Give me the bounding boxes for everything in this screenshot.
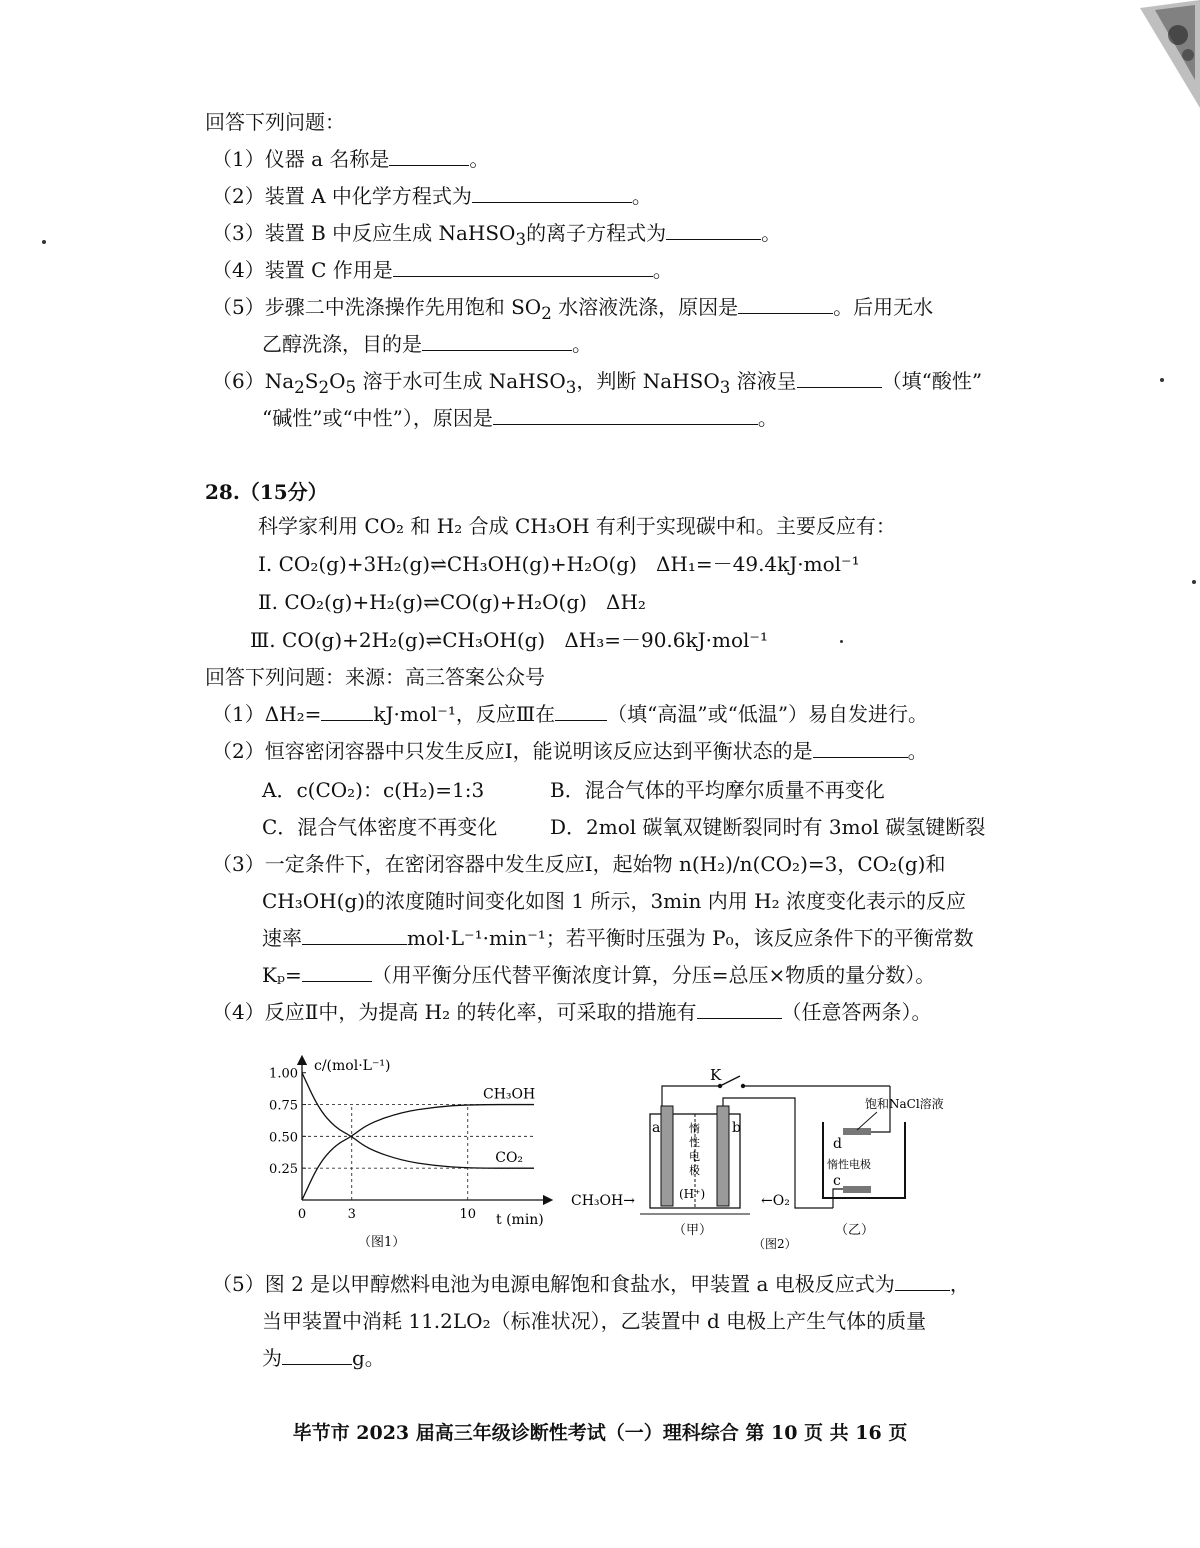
answer-blank[interactable] [282,1344,352,1365]
electrode-c-label: c [833,1173,841,1189]
series-label: CH₃OH [483,1086,536,1103]
answer-intro: 回答下列问题： [205,110,345,134]
option-a[interactable]: A．c(CO₂)：c(H₂)=1:3 [262,778,485,802]
o2-inlet-label: ←O₂ [761,1193,790,1209]
question-5: （5）步骤二中洗涤操作先用饱和 $SO_2$ 水溶液洗涤，原因是 。后用无水 [212,295,934,323]
y-axis-label: c/(mol·L⁻¹) [314,1058,391,1074]
answer-blank[interactable] [472,182,632,203]
question-3: （3）装置 B 中反应生成 NaHSO$_3$的离子方程式为 。 [212,221,782,249]
option-b[interactable]: B．混合气体的平均摩尔质量不再变化 [550,778,885,802]
ch3oh-inlet-label: CH₃OH→ [571,1193,635,1209]
x-axis-label: t (min) [496,1212,544,1228]
y-tick-label: 0.25 [269,1162,298,1178]
scan-speck [840,640,843,643]
reaction-3: Ⅲ. CO(g)+2H₂(g)⇌CH₃OH(g) ΔH₃=－90.6kJ·mol⁻¹ [250,628,768,652]
figure-1-chart [260,1052,560,1252]
option-d[interactable]: D．2mol 碳氧双键断裂同时有 3mol 碳氢键断裂 [550,815,986,839]
question-4: （4）装置 C 作用是 。 [212,258,673,282]
answer-blank[interactable] [666,219,761,240]
answer-blank[interactable] [389,145,469,166]
nacl-label: 饱和NaCl溶液 [865,1097,944,1111]
q28-answer-intro: 回答下列问题：来源：高三答案公众号 [205,665,545,689]
switch-label: K [710,1066,722,1084]
answer-blank[interactable] [697,998,782,1019]
answer-blank[interactable] [393,256,653,277]
electrode-d [843,1128,871,1135]
q28-sub-4: （4）反应Ⅱ中，为提高 H₂ 的转化率，可采取的措施有 （任意答两条）。 [212,1000,932,1024]
cell-jia-label: （甲） [673,1223,713,1238]
electrode-a-label: a [652,1120,661,1136]
wire-left [662,1086,720,1106]
cell-yi-electrode-label: 惰性电极 [827,1158,871,1171]
y-tick-label: 1.00 [269,1066,298,1082]
scan-speck [1192,580,1196,584]
answer-blank[interactable] [895,1270,950,1291]
q28-sub-5-line1: （5）图 2 是以甲醇燃料电池为电源电解饱和食盐水，甲装置 a 电极反应式为 ， [212,1272,970,1296]
q28-sub-3-line4: Kₚ= （用平衡分压代替平衡浓度计算，分压=总压×物质的量分数）。 [262,963,936,987]
question-5-line2: 乙醇洗涤，目的是 。 [262,332,592,356]
electrode-c [843,1186,871,1193]
electrode-b-label: b [732,1120,741,1136]
q28-heading: 28.（15分） [205,480,328,504]
y-tick-label: 0.75 [269,1098,298,1114]
question-1: （1）仪器 a 名称是 。 [212,147,490,171]
figure-2-caption: （图2） [753,1237,797,1251]
cell-yi-label: （乙） [835,1223,875,1238]
electrode-a [661,1106,673,1206]
reaction-2: Ⅱ. CO₂(g)+H₂(g)⇌CO(g)+H₂O(g) ΔH₂ [258,590,646,614]
question-6-line2: “碱性”或“中性”），原因是 。 [262,406,778,430]
scan-speck [1160,378,1164,382]
answer-blank[interactable] [797,367,882,388]
x-tick-label: 3 [347,1207,356,1222]
electrode-d-label: d [833,1136,842,1152]
q28-sub-3-line2: CH₃OH(g)的浓度随时间变化如图 1 所示，3min 内用 H₂ 浓度变化表示的反应 [262,889,966,913]
q28-sub-2: （2）恒容密闭容器中只发生反应Ⅰ，能说明该反应达到平衡状态的是 。 [212,739,928,763]
electrode-b [717,1106,729,1206]
x-tick-label: 10 [459,1207,476,1222]
cell-jia-electrode-label: 惰性电极 [689,1122,700,1177]
answer-blank[interactable] [813,737,908,758]
page-footer: 毕节市 2023 届高三年级诊断性考试（一）理科综合 第 10 页 共 16 页 [292,1422,908,1444]
scan-speck [42,240,46,244]
figure-2-diagram [565,1058,985,1254]
reaction-1: Ⅰ. CO₂(g)+3H₂(g)⇌CH₃OH(g)+H₂O(g) ΔH₁=－49.4kJ·mol⁻¹ [258,552,860,576]
q28-intro: 科学家利用 CO₂ 和 H₂ 合成 CH₃OH 有利于实现碳中和。主要反应有： [258,514,896,538]
series-label: CO₂ [495,1150,524,1167]
answer-blank[interactable] [302,961,372,982]
scan-corner-mark [1070,0,1200,110]
q28-sub-3-line3: 速率 mol·L⁻¹·min⁻¹；若平衡时压强为 P₀，该反应条件下的平衡常数 [262,926,974,950]
x-tick-label: 0 [297,1207,307,1222]
q28-sub-1: （1）ΔH₂= kJ·mol⁻¹，反应Ⅲ在 （填“高温”或“低温”）易自发进行。 [212,702,929,726]
answer-blank[interactable] [555,700,607,721]
answer-blank[interactable] [302,924,407,945]
answer-blank[interactable] [493,404,758,425]
option-c[interactable]: C．混合气体密度不再变化 [262,815,498,839]
q28-sub-5-line3: 为 g。 [262,1346,385,1370]
question-6: $(6)Na_2S_2O_5$ 溶于水可生成 NaHSO$_3$，判断 NaHSO$_3$ 溶液呈 （填“酸性” [212,369,983,397]
hplus-label: (H⁺) [679,1187,706,1201]
y-tick-label: 0.50 [269,1130,298,1146]
figure-1-caption: （图1） [358,1235,406,1250]
q28-sub-5-line2: 当甲装置中消耗 11.2LO₂（标准状况），乙装置中 d 电极上产生气体的质量 [262,1309,927,1333]
answer-blank[interactable] [321,700,373,721]
answer-blank[interactable] [422,330,572,351]
switch-k[interactable] [720,1076,740,1086]
q28-sub-3-line1: （3）一定条件下，在密闭容器中发生反应Ⅰ，起始物 n(H₂)/n(CO₂)=3，CO₂(g)和 [212,852,946,876]
question-2: （2）装置 A 中化学方程式为 。 [212,184,652,208]
answer-blank[interactable] [738,293,833,314]
